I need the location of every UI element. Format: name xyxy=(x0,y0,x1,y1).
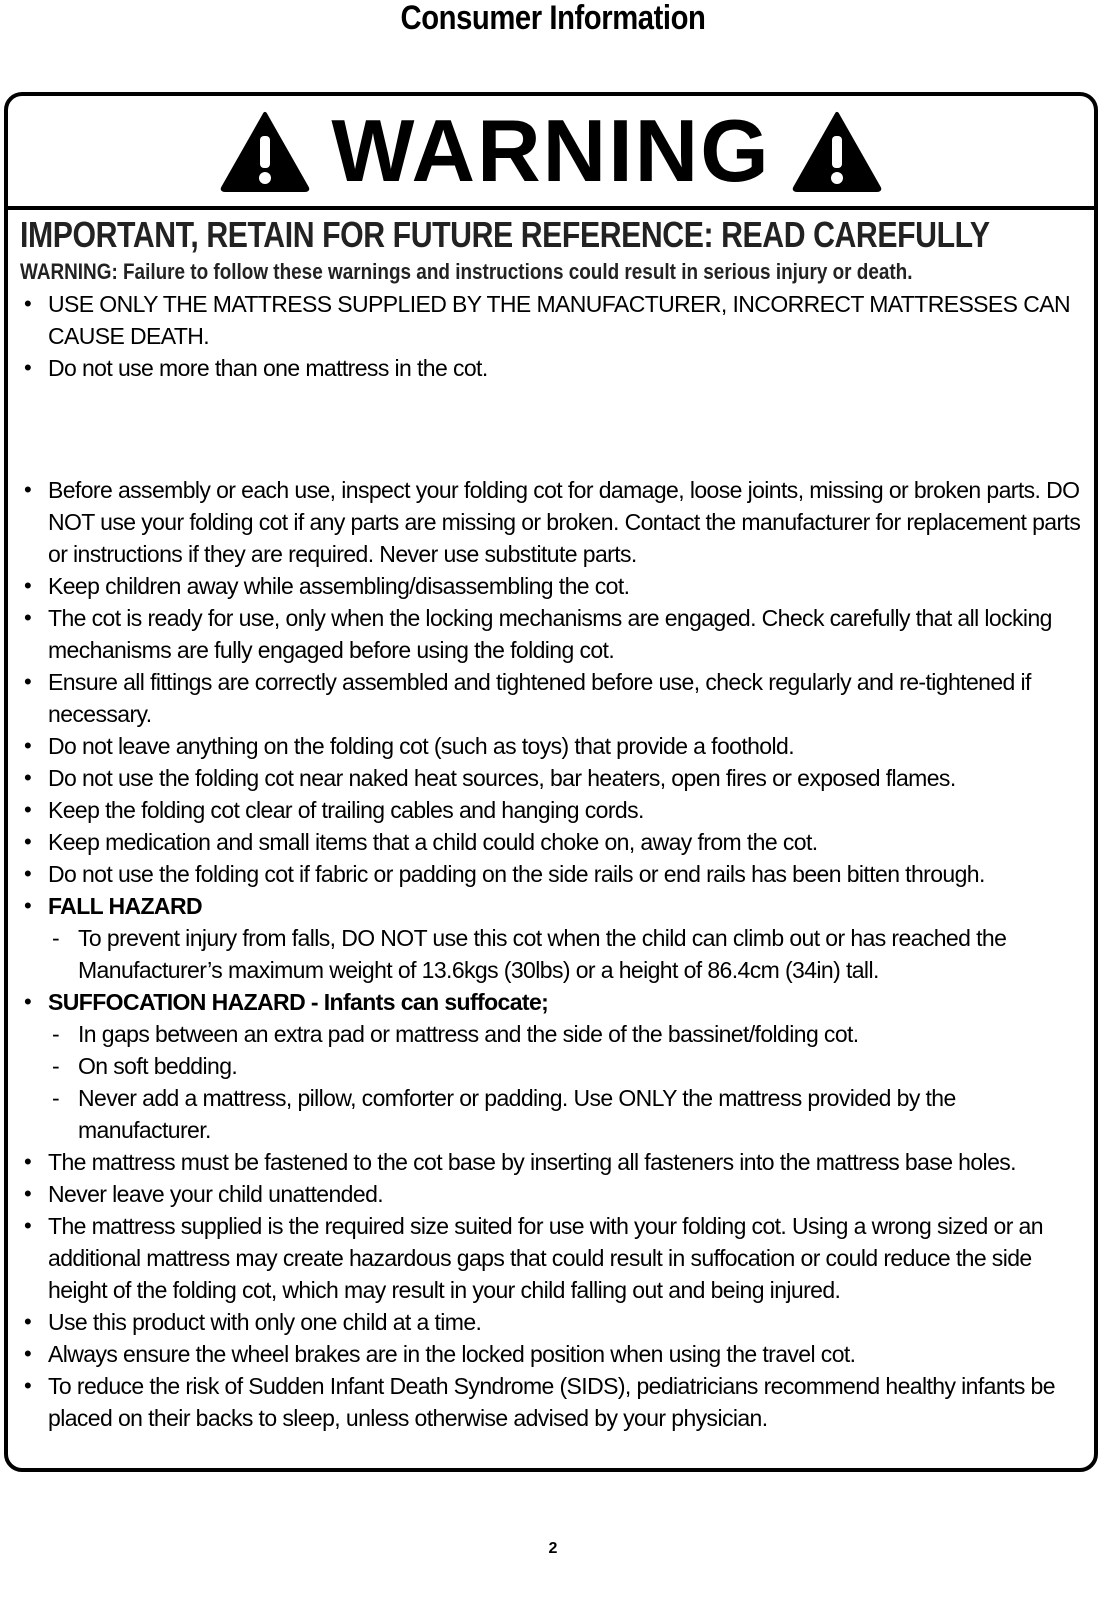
fall-hazard-item xyxy=(20,890,1086,986)
important-heading: IMPORTANT, RETAIN FOR FUTURE REFERENCE: READ CAREFULLY xyxy=(20,214,990,255)
fall-hazard-list xyxy=(48,922,1086,986)
warning-subtitle: WARNING: Failure to follow these warnings and instructions could result in serious injury or death. xyxy=(20,259,913,284)
warning-content xyxy=(20,214,1086,1434)
suffocation-hazard-list xyxy=(48,1018,1086,1146)
page-number: 2 xyxy=(548,1540,558,1557)
list-item: • Do not use the folding cot if fabric or padding on the side rails or end rails has been bitten through. xyxy=(20,858,1086,890)
list-item: • Ensure all fittings are correctly assembled and tightened before use, check regularly and re-tightened if necessary. xyxy=(20,666,1086,730)
warning-header xyxy=(8,96,1094,210)
warning-word: WARNING xyxy=(331,101,771,200)
list-item: - On soft bedding. xyxy=(48,1050,1086,1082)
list-item: • The cot is ready for use, only when the locking mechanisms are engaged. Check carefully that all locking mechanisms are fully engaged before using the folding cot. xyxy=(20,602,1086,666)
spacer xyxy=(20,384,1086,474)
list-item: • Do not use the folding cot near naked heat sources, bar heaters, open fires or exposed flames. xyxy=(20,762,1086,794)
list-item: • USE ONLY THE MATTRESS SUPPLIED BY THE MANUFACTURER, INCORRECT MATTRESSES CAN CAUSE DEATH. xyxy=(20,288,1086,352)
list-item: • The mattress must be fastened to the cot base by inserting all fasteners into the mattress base holes. xyxy=(20,1146,1086,1178)
list-item: • Keep children away while assembling/disassembling the cot. xyxy=(20,570,1086,602)
list-item: - To prevent injury from falls, DO NOT use this cot when the child can climb out or has reached the Manufacturer’s maximum weight of 13.6kgs (30lbs) or a height of 86.4cm (34in) tall. xyxy=(48,922,1086,986)
warning-box xyxy=(4,92,1098,1472)
list-item: • The mattress supplied is the required size suited for use with your folding cot. Using a wrong sized or an additional mattress may create hazardous gaps that could result in suffocation or could reduce the side height of the folding cot, which may result in your child falling out and being injured. xyxy=(20,1210,1086,1306)
list-item: • Use this product with only one child at a time. xyxy=(20,1306,1086,1338)
bullet-list xyxy=(20,474,1086,1434)
page-title: Consumer Information xyxy=(400,0,706,37)
warning-triangle-icon xyxy=(219,110,311,192)
warning-triangle-icon xyxy=(791,110,883,192)
list-item: • Do not leave anything on the folding cot (such as toys) that provide a foothold. xyxy=(20,730,1086,762)
list-item: • Keep the folding cot clear of trailing cables and hanging cords. xyxy=(20,794,1086,826)
fall-hazard-title: FALL HAZARD xyxy=(48,893,202,919)
list-item: • Keep medication and small items that a child could choke on, away from the cot. xyxy=(20,826,1086,858)
list-item: - In gaps between an extra pad or mattress and the side of the bassinet/folding cot. xyxy=(48,1018,1086,1050)
list-item: • Do not use more than one mattress in the cot. xyxy=(20,352,1086,384)
list-item: • To reduce the risk of Sudden Infant Death Syndrome (SIDS), pediatricians recommend healthy infants be placed on their backs to sleep, unless otherwise advised by your physician. xyxy=(20,1370,1086,1434)
top-bullet-list xyxy=(20,288,1086,384)
suffocation-hazard-item xyxy=(20,986,1086,1146)
list-item: • Never leave your child unattended. xyxy=(20,1178,1086,1210)
list-item: - Never add a mattress, pillow, comforter or padding. Use ONLY the mattress provided by the manufacturer. xyxy=(48,1082,1086,1146)
list-item: • Always ensure the wheel brakes are in the locked position when using the travel cot. xyxy=(20,1338,1086,1370)
suffocation-hazard-title: SUFFOCATION HAZARD - Infants can suffocate; xyxy=(48,989,549,1015)
list-item: • Before assembly or each use, inspect your folding cot for damage, loose joints, missing or broken parts. DO NOT use your folding cot if any parts are missing or broken. Contact the manufacturer for replacement parts or instructions if they are required. Never use substitute parts. xyxy=(20,474,1086,570)
